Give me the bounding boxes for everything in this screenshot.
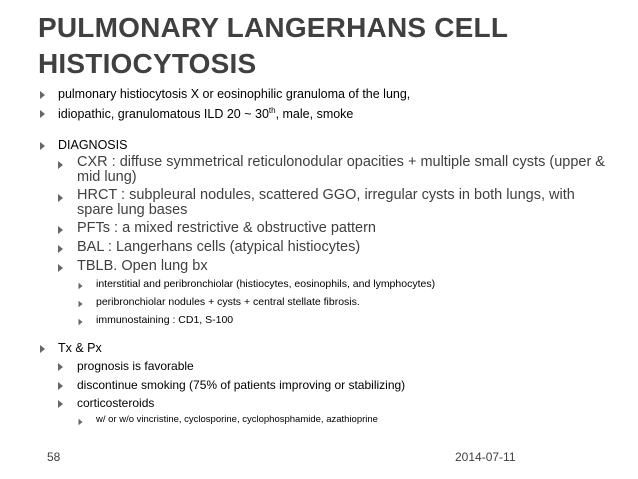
txpx-item-1: prognosis is favorable [77, 359, 194, 373]
slide-number: 58 [47, 450, 61, 464]
bullet-arrow-icon [58, 382, 63, 390]
diagnosis-item-pfts: PFTs : a mixed restrictive & obstructive pattern [77, 220, 376, 236]
intro-bullet-2-tail: , male, smoke [275, 107, 354, 122]
diagnosis-item-cxr: CXR : diffuse symmetrical reticulonodular opacities + multiple small cysts (upper & mid lung) [77, 154, 605, 185]
bullet-arrow-icon [40, 345, 45, 353]
bullet-arrow-icon [40, 142, 45, 150]
bullet-arrow-icon [58, 194, 63, 202]
slide-date: 2014-07-11 [455, 450, 516, 464]
intro-superscript: th [268, 106, 276, 115]
diagnosis-subitem-3: immunostaining : CD1, S-100 [96, 314, 234, 326]
diagnosis-item-bal: BAL : Langerhans cells (atypical histiocytes) [77, 239, 361, 255]
bullet-arrow-icon [79, 419, 83, 425]
bullet-arrow-icon [79, 283, 83, 289]
bullet-arrow-icon [58, 245, 63, 253]
txpx-item-2: discontinue smoking (75% of patients improving or stabilizing) [77, 378, 406, 392]
intro-bullet-2 [58, 106, 353, 121]
diagnosis-item-hrct: HRCT : subpleural nodules, scattered GGO, irregular cysts in both lungs, with spare lung bases [77, 187, 575, 218]
diagnosis-subitem-2: peribronchiolar nodules + cysts + central stellate fibrosis. [96, 296, 360, 308]
txpx-heading: Tx & Px [58, 341, 102, 355]
intro-bullet-1: pulmonary histiocytosis X or eosinophilic granuloma of the lung, [58, 87, 411, 101]
diagnosis-item-tblb: TBLB. Open lung bx [77, 258, 208, 274]
bullet-arrow-icon [40, 91, 45, 99]
diagnosis-subitem-1: interstitial and peribronchiolar (histiocytes, eosinophils, and lymphocytes) [96, 278, 436, 290]
txpx-item-3: corticosteroids [77, 396, 155, 410]
title-line-2: HISTIOCYTOSIS [38, 48, 257, 79]
bullet-arrow-icon [40, 110, 45, 118]
bullet-arrow-icon [58, 363, 63, 371]
bullet-arrow-icon [79, 301, 83, 307]
slide-title [38, 10, 618, 82]
bullet-arrow-icon [58, 161, 63, 169]
intro-bullet-2-text: idiopathic, granulomatous ILD 20 ~ 30 [58, 107, 269, 122]
bullet-arrow-icon [58, 400, 63, 408]
diagnosis-heading: DIAGNOSIS [58, 138, 128, 152]
txpx-subitem-1: w/ or w/o vincristine, cyclosporine, cyclophosphamide, azathioprine [96, 414, 378, 425]
title-line-1: PULMONARY LANGERHANS CELL [38, 12, 509, 43]
bullet-arrow-icon [58, 226, 63, 234]
bullet-arrow-icon [79, 319, 83, 325]
bullet-arrow-icon [58, 264, 63, 272]
